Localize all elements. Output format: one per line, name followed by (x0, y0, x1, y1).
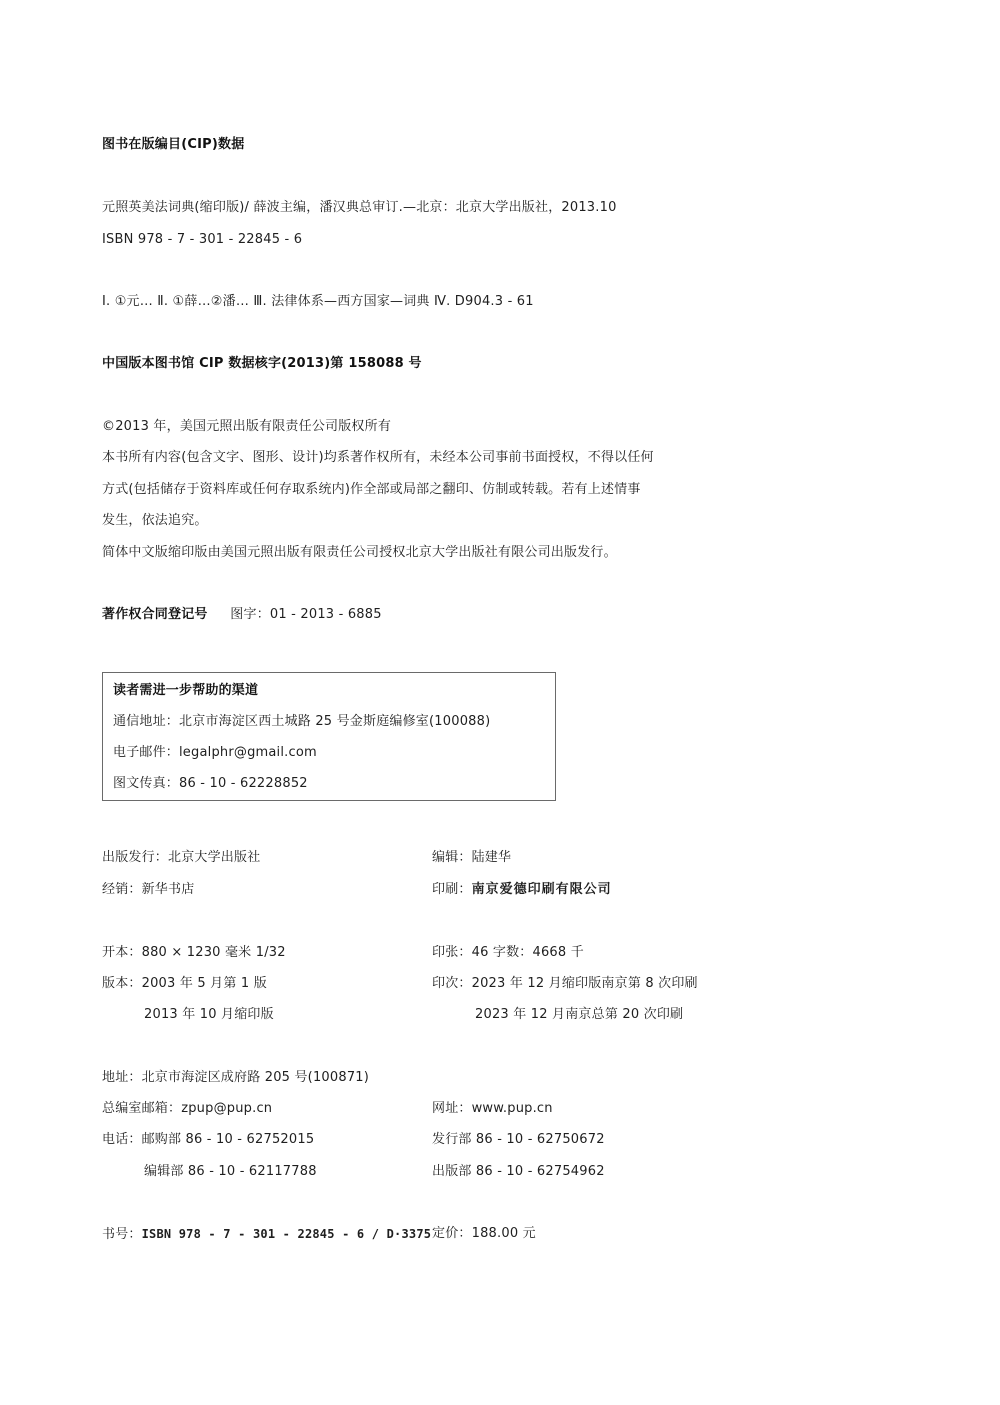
book-number-label: 书号： (102, 1227, 142, 1242)
website: 网址：www.pup.cn (432, 1101, 553, 1116)
printer (432, 882, 612, 898)
cip-isbn: ISBN 978 - 7 - 301 - 22845 - 6 (102, 232, 303, 247)
book-number-value: ISBN 978 - 7 - 301 - 22845 - 6 / D·3375 (141, 1227, 432, 1241)
catalog-entry: 元照英美法词典(缩印版)/ 薛波主编，潘汉典总审订.—北京：北京大学出版社，2013.10 (102, 200, 617, 215)
editor: 编辑：陆建华 (432, 850, 512, 865)
help-box-fax: 图文传真：86 - 10 - 62228852 (113, 776, 308, 791)
price: 定价：188.00 元 (432, 1226, 536, 1241)
phone-publishing: 出版部 86 - 10 - 62754962 (432, 1164, 605, 1179)
reader-help-box (102, 672, 556, 801)
copyright-text-line: 本书所有内容(包含文字、图形、设计)均系著作权所有，未经本公司事前书面授权，不得以任何 (102, 450, 654, 465)
format-spec: 开本：880 × 1230 毫米 1/32 (102, 945, 286, 960)
publisher: 出版发行：北京大学出版社 (102, 850, 261, 865)
copyright-notice: ©2013 年，美国元照出版有限责任公司版权所有 (102, 419, 392, 434)
editorial-email: 总编室邮箱：zpup@pup.cn (102, 1101, 273, 1116)
help-box-email: 电子邮件：legalphr@gmail.com (113, 745, 317, 760)
help-box-title: 读者需进一步帮助的渠道 (113, 683, 259, 698)
edition-first: 版本：2003 年 5 月第 1 版 (102, 976, 267, 991)
printing-total: 2023 年 12 月南京总第 20 次印刷 (475, 1007, 684, 1022)
book-number (102, 1226, 431, 1243)
edition-compact: 2013 年 10 月缩印版 (144, 1007, 274, 1022)
printing-info: 印次：2023 年 12 月缩印版南京第 8 次印刷 (432, 976, 698, 991)
contract-registration-value: 图字：01 - 2013 - 6885 (230, 607, 382, 622)
sheets-and-word-count: 印张：46 字数：4668 千 (432, 945, 584, 960)
help-box-address: 通信地址：北京市海淀区西土城路 25 号金斯庭编修室(100088) (113, 714, 491, 729)
license-statement: 简体中文版缩印版由美国元照出版有限责任公司授权北京大学出版社有限公司出版发行。 (102, 545, 617, 560)
contract-registration (102, 607, 382, 623)
printer-label: 印刷： (432, 882, 472, 897)
subject-classification: Ⅰ. ①元… Ⅱ. ①薛…②潘… Ⅲ. 法律体系—西方国家—词典 Ⅳ. D904.3 - 61 (102, 294, 534, 309)
contract-registration-label: 著作权合同登记号 (102, 607, 208, 622)
cip-heading: 图书在版编目(CIP)数据 (102, 137, 245, 152)
distributor: 经销：新华书店 (102, 882, 195, 897)
phone-editorial: 编辑部 86 - 10 - 62117788 (144, 1164, 317, 1179)
printer-name: 南京爱德印刷有限公司 (471, 882, 612, 897)
cip-verification-number: 中国版本图书馆 CIP 数据核字(2013)第 158088 号 (102, 356, 422, 371)
phone-distribution: 发行部 86 - 10 - 62750672 (432, 1132, 605, 1147)
copyright-text-line: 方式(包括储存于资料库或任何存取系统内)作全部或局部之翻印、仿制或转载。若有上述情事 (102, 482, 641, 497)
phone-mail-order: 电话：邮购部 86 - 10 - 62752015 (102, 1132, 315, 1147)
publisher-address: 地址：北京市海淀区成府路 205 号(100871) (102, 1070, 370, 1085)
copyright-text-line: 发生，依法追究。 (102, 513, 208, 528)
